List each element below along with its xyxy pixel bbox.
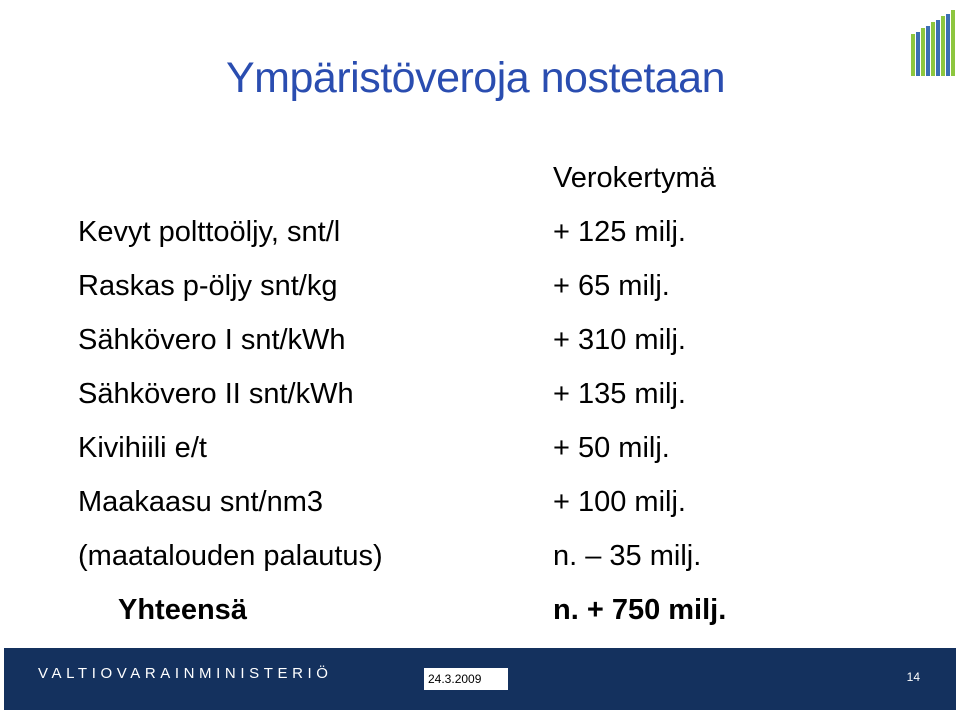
revenue-value: + 310 milj. bbox=[553, 324, 686, 356]
revenue-value: + 135 milj. bbox=[553, 378, 686, 410]
footer-date: 24.3.2009 bbox=[428, 672, 482, 686]
footer-ministry-name: VALTIOVARAINMINISTERIÖ bbox=[38, 665, 333, 682]
tax-item-list bbox=[78, 205, 383, 637]
tax-item-label: (maatalouden palautus) bbox=[78, 540, 383, 572]
slide-title: Ympäristöveroja nostetaan bbox=[226, 54, 726, 102]
tax-item-label: Sähkövero II snt/kWh bbox=[78, 378, 354, 410]
total-value: n. + 750 milj. bbox=[553, 594, 727, 626]
tax-item-label: Kevyt polttoöljy, snt/l bbox=[78, 216, 341, 248]
tax-item-label: Kivihiili e/t bbox=[78, 432, 207, 464]
ministry-logo-bars-icon bbox=[905, 4, 957, 80]
tax-item-label: Sähkövero I snt/kWh bbox=[78, 324, 346, 356]
tax-item-label: Raskas p-öljy snt/kg bbox=[78, 270, 338, 302]
page-number: 14 bbox=[906, 670, 920, 684]
revenue-value: n. – 35 milj. bbox=[553, 540, 702, 572]
revenue-value: + 50 milj. bbox=[553, 432, 670, 464]
tax-revenue-list bbox=[553, 151, 726, 637]
revenue-value: + 100 milj. bbox=[553, 486, 686, 518]
revenue-column-header: Verokertymä bbox=[553, 162, 716, 194]
revenue-value: + 65 milj. bbox=[553, 270, 670, 302]
tax-item-label: Maakaasu snt/nm3 bbox=[78, 486, 324, 518]
revenue-value: + 125 milj. bbox=[553, 216, 686, 248]
total-label: Yhteensä bbox=[118, 594, 247, 626]
